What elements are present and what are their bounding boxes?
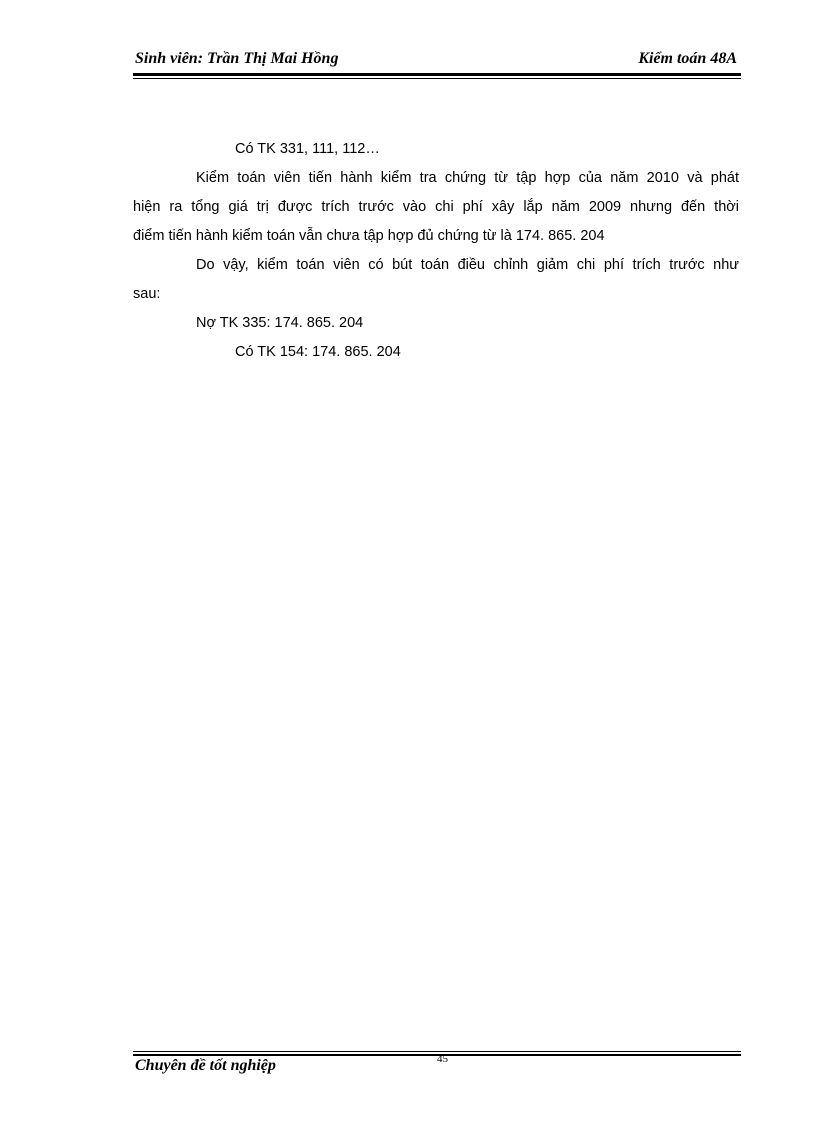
text-line: Kiểm toán viên tiến hành kiểm tra chứng từ tập hợp của năm 2010 và phát xyxy=(196,170,739,186)
page-number: 45 xyxy=(437,1053,448,1065)
header-class-name: Kiểm toán 48A xyxy=(638,50,737,67)
text-line: hiện ra tổng giá trị được trích trước vào chi phí xây lắp năm 2009 nhưng đến thời xyxy=(133,199,739,215)
text-line: Có TK 331, 111, 112… xyxy=(235,141,380,157)
footer-title: Chuyên đề tốt nghiệp xyxy=(135,1057,276,1074)
text-line: Nợ TK 335: 174. 865. 204 xyxy=(196,315,364,331)
text-line: Do vậy, kiểm toán viên có bút toán điều chỉnh giảm chi phí trích trước như xyxy=(196,257,739,273)
document-body xyxy=(133,135,739,367)
page-header xyxy=(133,50,741,72)
header-student-name: Sinh viên: Trần Thị Mai Hồng xyxy=(135,50,339,67)
text-line: sau: xyxy=(133,286,161,302)
text-line: Có TK 154: 174. 865. 204 xyxy=(235,344,401,360)
header-divider xyxy=(133,73,741,79)
text-line: điểm tiến hành kiểm toán vẫn chưa tập hợp đủ chứng từ là 174. 865. 204 xyxy=(133,228,605,244)
